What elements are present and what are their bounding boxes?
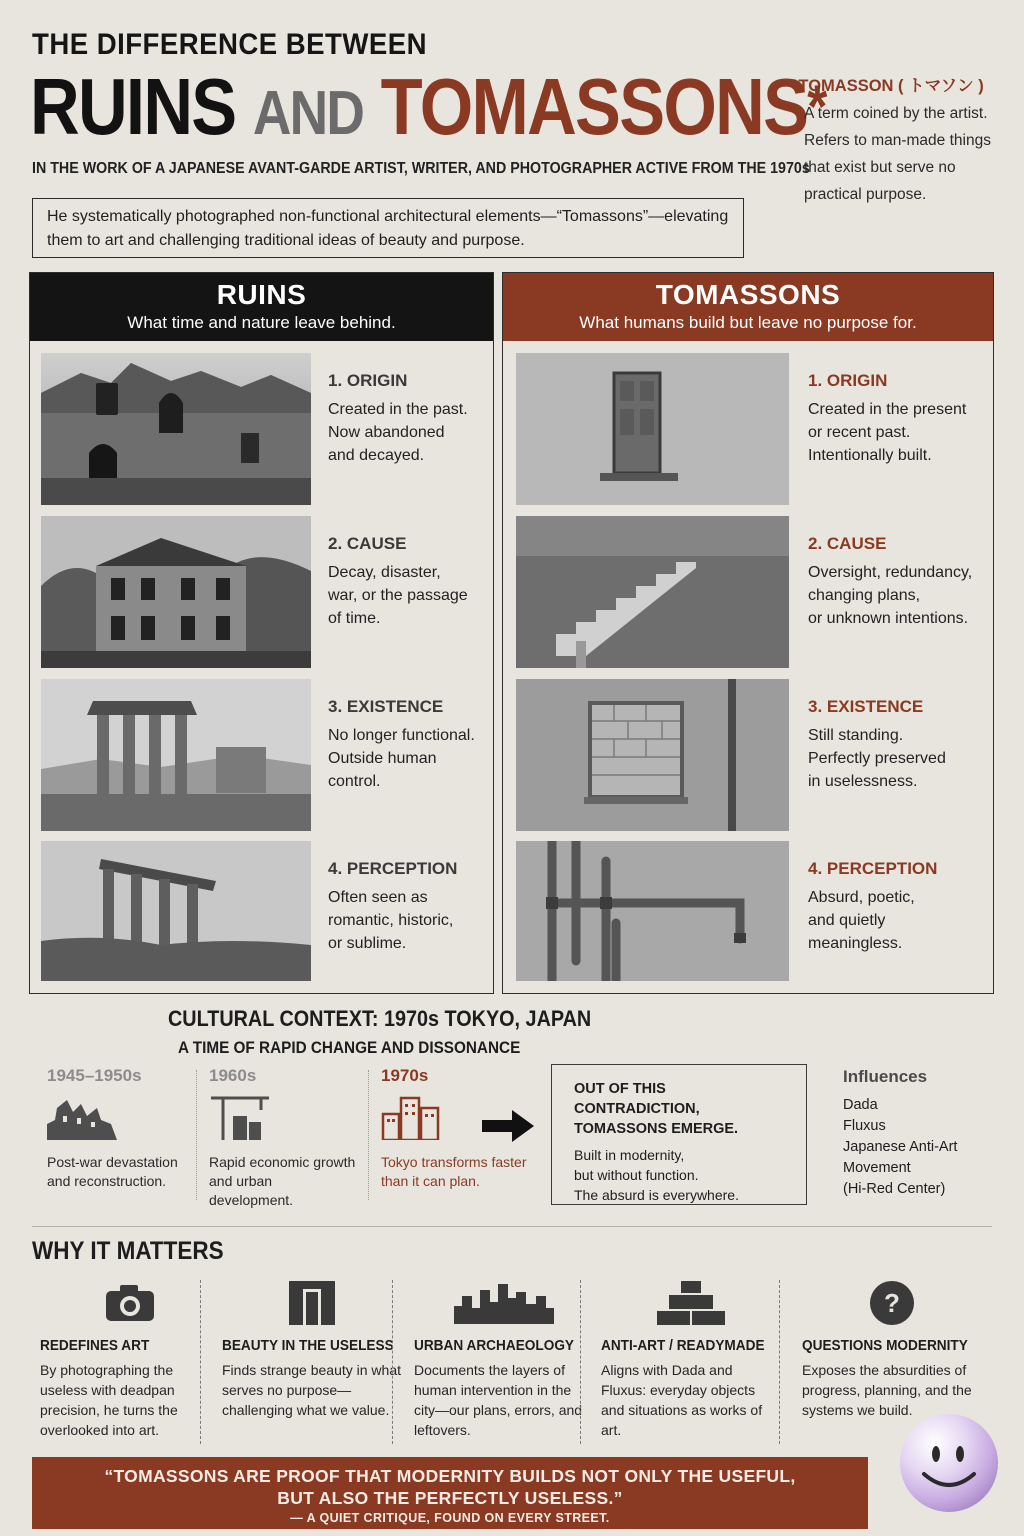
title-and: AND bbox=[252, 79, 364, 148]
quote-banner bbox=[32, 1457, 868, 1529]
ruins-subtitle: What time and nature leave behind. bbox=[127, 313, 396, 332]
title-ruins: RUINS bbox=[30, 62, 236, 151]
why-heading: QUESTIONS MODERNITY bbox=[802, 1338, 968, 1354]
ruins-row-origin bbox=[30, 353, 493, 505]
tomassons-existence-text bbox=[808, 695, 946, 793]
stacked-boxes-icon bbox=[655, 1279, 727, 1327]
tomassons-existence-line: Still standing. bbox=[808, 727, 904, 744]
tomassons-panel bbox=[502, 272, 994, 994]
ruins-origin-text bbox=[328, 369, 468, 467]
why-heading: BEAUTY IN THE USELESS bbox=[222, 1338, 394, 1354]
ruins-panel bbox=[29, 272, 494, 994]
emergence-box bbox=[551, 1064, 807, 1205]
tomassons-existence-line: Perfectly preserved bbox=[808, 750, 946, 767]
ruins-perception-heading: 4. PERCEPTION bbox=[328, 859, 458, 878]
tomassons-cause-line: Oversight, redundancy, bbox=[808, 564, 973, 581]
why-desc: Aligns with Dada and Fluxus: everyday objects and situations as works of art. bbox=[601, 1362, 763, 1438]
era-year: 1970s bbox=[381, 1066, 429, 1085]
emergence-line: Built in modernity, bbox=[574, 1147, 685, 1163]
why-desc: Documents the layers of human intervention in the city—our plans, errors, and leftovers. bbox=[414, 1362, 583, 1438]
ruins-cause-text bbox=[328, 532, 468, 630]
ruins-perception-text bbox=[328, 857, 457, 955]
era-desc: Post-war devastation and reconstruction. bbox=[47, 1154, 178, 1189]
pre-title: THE DIFFERENCE BETWEEN bbox=[32, 28, 428, 61]
ruins-origin-heading: 1. ORIGIN bbox=[328, 371, 408, 390]
tomassons-cause-heading: 2. CAUSE bbox=[808, 534, 887, 553]
ruins-cause-line: Decay, disaster, bbox=[328, 564, 441, 581]
why-heading: ANTI-ART / READYMADE bbox=[601, 1338, 765, 1354]
tomassons-origin-text bbox=[808, 369, 966, 467]
era-divider bbox=[196, 1070, 197, 1200]
era-postwar bbox=[47, 1066, 197, 1191]
title-asterisk: * bbox=[807, 73, 826, 140]
why-divider bbox=[580, 1280, 581, 1444]
tomassons-title: TOMASSONS bbox=[655, 279, 841, 310]
section-divider bbox=[32, 1226, 992, 1227]
ruins-photo-temple-columns bbox=[41, 679, 311, 831]
era-1960s bbox=[209, 1066, 359, 1210]
ruins-photo-abandoned-house bbox=[41, 516, 311, 668]
tomassons-cause-line: changing plans, bbox=[808, 587, 921, 604]
influences-title: Influences bbox=[843, 1067, 928, 1086]
influences-list bbox=[843, 1066, 957, 1200]
ruins-perception-line: romantic, historic, bbox=[328, 912, 454, 929]
tomassons-perception-line: and quietly bbox=[808, 912, 886, 929]
ruins-row-perception bbox=[30, 841, 493, 993]
ruins-title: RUINS bbox=[216, 279, 307, 310]
footnote-body: A term coined by the artist. Refers to man-made things that exist but serve no practical purpose. bbox=[804, 105, 991, 203]
ruins-origin-line: Created in the past. bbox=[328, 401, 468, 418]
why-item-redefines-art bbox=[40, 1276, 220, 1440]
why-item-questions-modernity bbox=[802, 1276, 982, 1420]
tomassons-cause-text bbox=[808, 532, 972, 630]
ruins-row-existence bbox=[30, 679, 493, 831]
influence-item: Fluxus bbox=[843, 1118, 886, 1134]
era-desc: Tokyo transforms faster than it can plan. bbox=[381, 1154, 527, 1189]
tomassons-perception-heading: 4. PERCEPTION bbox=[808, 859, 938, 878]
tomassons-cause-line: or unknown intentions. bbox=[808, 610, 969, 627]
ruins-existence-line: Outside human bbox=[328, 750, 437, 767]
tomassons-origin-line: or recent past. bbox=[808, 424, 911, 441]
emergence-line: but without function. bbox=[574, 1167, 699, 1183]
quote-line: BUT ALSO THE PERFECTLY USELESS.” bbox=[277, 1488, 623, 1508]
why-desc: Exposes the absurdities of progress, planning, and the systems we build. bbox=[802, 1362, 972, 1418]
ruins-origin-line: Now abandoned bbox=[328, 424, 445, 441]
ruins-photo-castle-ruin bbox=[41, 353, 311, 505]
tomassons-header bbox=[503, 273, 993, 341]
why-desc: By photographing the useless with deadpan precision, he turns the overlooked into art. bbox=[40, 1362, 178, 1438]
tomassons-photo-door-to-nowhere bbox=[516, 353, 789, 505]
why-desc: Finds strange beauty in what serves no purpose—challenging what we value. bbox=[222, 1362, 401, 1418]
ruins-origin-line: and decayed. bbox=[328, 447, 425, 464]
tomassons-existence-line: in uselessness. bbox=[808, 773, 918, 790]
tomassons-photo-bricked-window bbox=[516, 679, 789, 831]
why-divider bbox=[779, 1280, 780, 1444]
ruins-existence-text bbox=[328, 695, 475, 793]
city-buildings-icon bbox=[381, 1094, 441, 1140]
ruins-header bbox=[30, 273, 493, 341]
context-title: CULTURAL CONTEXT: 1970s TOKYO, JAPAN bbox=[168, 1006, 592, 1031]
tomassons-row-origin bbox=[503, 353, 993, 505]
influence-item: Movement bbox=[843, 1160, 911, 1176]
era-year: 1960s bbox=[209, 1066, 257, 1085]
context-subtitle: A TIME OF RAPID CHANGE AND DISSONANCE bbox=[178, 1038, 521, 1057]
tomassons-origin-line: Intentionally built. bbox=[808, 447, 932, 464]
ruins-existence-line: No longer functional. bbox=[328, 727, 475, 744]
influence-item: Japanese Anti-Art bbox=[843, 1139, 958, 1155]
emergence-line: The absurd is everywhere. bbox=[574, 1187, 739, 1203]
camera-icon bbox=[104, 1283, 156, 1323]
rubble-icon bbox=[47, 1094, 117, 1140]
era-divider bbox=[368, 1070, 369, 1200]
tomassons-origin-line: Created in the present bbox=[808, 401, 967, 418]
main-title bbox=[30, 62, 826, 159]
influence-item: (Hi-Red Center) bbox=[843, 1181, 946, 1197]
why-title: WHY IT MATTERS bbox=[32, 1237, 224, 1265]
why-divider bbox=[392, 1280, 393, 1444]
tomassons-photo-stairs-to-nowhere bbox=[516, 516, 789, 668]
why-heading: URBAN ARCHAEOLOGY bbox=[414, 1338, 575, 1354]
quote-attribution: — A QUIET CRITIQUE, FOUND ON EVERY STREET. bbox=[290, 1511, 610, 1525]
ruins-cause-line: of time. bbox=[328, 610, 381, 627]
ruins-perception-line: Often seen as bbox=[328, 889, 428, 906]
why-item-anti-art bbox=[601, 1276, 781, 1440]
tomassons-row-cause bbox=[503, 516, 993, 668]
ruins-perception-line: or sublime. bbox=[328, 935, 407, 952]
subtitle: IN THE WORK OF A JAPANESE AVANT-GARDE ARTIST, WRITER, AND PHOTOGRAPHER ACTIVE FROM THE 1970s bbox=[32, 160, 810, 177]
tomassons-photo-pipes bbox=[516, 841, 789, 981]
emergence-heading: OUT OF THIS CONTRADICTION, TOMASSONS EMERGE. bbox=[574, 1081, 739, 1137]
arrow-right-icon bbox=[482, 1108, 534, 1144]
smiley-face-icon bbox=[898, 1412, 1000, 1514]
svg-text:?: ? bbox=[884, 1288, 900, 1318]
tomassons-origin-heading: 1. ORIGIN bbox=[808, 371, 888, 390]
intro-box: He systematically photographed non-functional architectural elements—“Tomassons”—elevating them to art and challenging traditional ideas of beauty and purpose. bbox=[32, 198, 744, 258]
why-divider bbox=[200, 1280, 201, 1444]
tomassons-perception-line: meaningless. bbox=[808, 935, 903, 952]
ruins-existence-heading: 3. EXISTENCE bbox=[328, 697, 444, 716]
tomassons-existence-heading: 3. EXISTENCE bbox=[808, 697, 924, 716]
title-tomassons: TOMASSONS bbox=[380, 62, 808, 151]
why-item-urban-archaeology bbox=[414, 1276, 594, 1440]
era-year: 1945–1950s bbox=[47, 1066, 142, 1085]
skyline-icon bbox=[454, 1282, 554, 1324]
era-desc: Rapid economic growth and urban development. bbox=[209, 1154, 356, 1208]
why-heading: REDEFINES ART bbox=[40, 1338, 150, 1354]
ruins-photo-colonnade bbox=[41, 841, 311, 993]
ruins-cause-heading: 2. CAUSE bbox=[328, 534, 407, 553]
influence-item: Dada bbox=[843, 1097, 878, 1113]
tomassons-perception-line: Absurd, poetic, bbox=[808, 889, 915, 906]
question-icon bbox=[868, 1279, 916, 1327]
quote-line: “TOMASSONS ARE PROOF THAT MODERNITY BUILDS NOT ONLY THE USEFUL, bbox=[104, 1466, 796, 1486]
why-item-beauty-useless bbox=[222, 1276, 402, 1420]
tomassons-subtitle: What humans build but leave no purpose for. bbox=[579, 313, 917, 332]
crane-icon bbox=[209, 1094, 271, 1140]
tomassons-row-perception bbox=[503, 841, 993, 993]
tomassons-perception-text bbox=[808, 857, 937, 955]
ruins-row-cause bbox=[30, 516, 493, 668]
tomassons-row-existence bbox=[503, 679, 993, 831]
footnote-title: *TOMASSON ( トマソン ) bbox=[792, 77, 984, 95]
ruins-cause-line: war, or the passage bbox=[328, 587, 468, 604]
door-icon bbox=[287, 1279, 337, 1327]
ruins-existence-line: control. bbox=[328, 773, 381, 790]
